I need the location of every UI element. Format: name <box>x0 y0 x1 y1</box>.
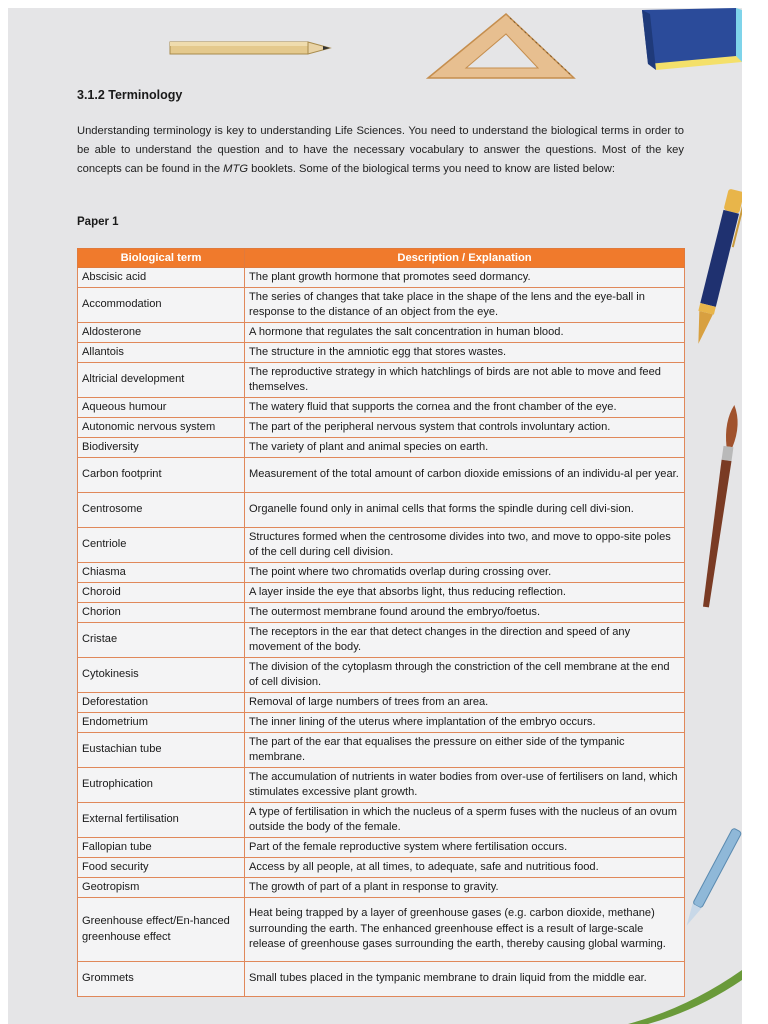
table-row <box>78 323 685 343</box>
pen-icon <box>692 184 742 354</box>
section-heading: 3.1.2 Terminology <box>77 88 183 102</box>
table-row <box>78 438 685 458</box>
term-cell: Choroid <box>78 583 245 603</box>
term-cell: Food security <box>78 858 245 878</box>
ballpoint-pen-icon <box>682 820 742 940</box>
table-row <box>78 583 685 603</box>
description-cell: The structure in the amniotic egg that stores wastes. <box>245 343 685 363</box>
description-cell: The reproductive strategy in which hatchlings of birds are not able to move and feed themselves. <box>245 363 685 398</box>
table-row <box>78 493 685 528</box>
pencil-icon <box>168 36 338 62</box>
term-cell: Allantois <box>78 343 245 363</box>
table-row <box>78 878 685 898</box>
term-cell: Abscisic acid <box>78 268 245 288</box>
table-row <box>78 838 685 858</box>
table-row <box>78 962 685 997</box>
term-cell: Cristae <box>78 623 245 658</box>
description-cell: Measurement of the total amount of carbon dioxide emissions of an individu-al per year. <box>245 458 685 493</box>
description-cell: The watery fluid that supports the cornea and the front chamber of the eye. <box>245 398 685 418</box>
term-cell: Eustachian tube <box>78 733 245 768</box>
table-row <box>78 898 685 962</box>
description-cell: The growth of part of a plant in response to gravity. <box>245 878 685 898</box>
description-cell: Organelle found only in animal cells that forms the spindle during cell divi-sion. <box>245 493 685 528</box>
table-row <box>78 343 685 363</box>
description-cell: Access by all people, at all times, to adequate, safe and nutritious food. <box>245 858 685 878</box>
description-cell: Small tubes placed in the tympanic membrane to drain liquid from the middle ear. <box>245 962 685 997</box>
brush-icon <box>698 402 742 612</box>
description-cell: A hormone that regulates the salt concentration in human blood. <box>245 323 685 343</box>
table-row <box>78 693 685 713</box>
intro-paragraph <box>77 122 684 180</box>
intro-emphasis: MTG <box>223 163 249 176</box>
term-cell: Aqueous humour <box>78 398 245 418</box>
intro-text-2: booklets. Some of the biological terms you need to know are listed below: <box>248 163 615 176</box>
table-row <box>78 418 685 438</box>
term-cell: Altricial development <box>78 363 245 398</box>
paper-label: Paper 1 <box>77 216 119 228</box>
term-cell: Centrosome <box>78 493 245 528</box>
table-header-row <box>78 249 685 268</box>
table-row <box>78 458 685 493</box>
description-cell: The part of the peripheral nervous system that controls involuntary action. <box>245 418 685 438</box>
description-cell: Heat being trapped by a layer of greenhouse gases (e.g. carbon dioxide, methane) surrounding the earth. The enhanced greenhouse effect is a result of large-scale release of greenhouse gases surrounding the earth, thereby causing global warming. <box>245 898 685 962</box>
term-cell: Carbon footprint <box>78 458 245 493</box>
term-cell: Aldosterone <box>78 323 245 343</box>
book-icon <box>636 8 742 74</box>
table-row <box>78 528 685 563</box>
term-cell: Greenhouse effect/En-hanced greenhouse effect <box>78 898 245 962</box>
description-cell: The accumulation of nutrients in water bodies from over-use of fertilisers on land, which stimulates excessive plant growth. <box>245 768 685 803</box>
description-cell: The part of the ear that equalises the pressure on either side of the tympanic membrane. <box>245 733 685 768</box>
term-cell: Chorion <box>78 603 245 623</box>
set-square-icon <box>426 12 576 82</box>
terminology-table <box>77 248 685 997</box>
table-row <box>78 733 685 768</box>
description-cell: Structures formed when the centrosome divides into two, and move to oppo-site poles of the cell during cell division. <box>245 528 685 563</box>
page <box>8 8 742 1024</box>
term-cell: Deforestation <box>78 693 245 713</box>
table-row <box>78 658 685 693</box>
term-cell: Centriole <box>78 528 245 563</box>
table-row <box>78 768 685 803</box>
description-cell: The series of changes that take place in the shape of the lens and the eye-ball in response to the distance of an object from the eye. <box>245 288 685 323</box>
description-cell: The receptors in the ear that detect changes in the direction and speed of any movement of the body. <box>245 623 685 658</box>
intro-text-1: Understanding terminology is key to understanding Life Sciences. You need to understand the biological terms in order to be able to understand the question and to have the necessary vocabulary to answer the questions. Most of the key concepts can be found in the <box>77 125 684 176</box>
term-cell: Fallopian tube <box>78 838 245 858</box>
term-cell: Cytokinesis <box>78 658 245 693</box>
table-row <box>78 858 685 878</box>
table-row <box>78 623 685 658</box>
description-cell: The point where two chromatids overlap during crossing over. <box>245 563 685 583</box>
table-row <box>78 268 685 288</box>
description-cell: A layer inside the eye that absorbs light, thus reducing reflection. <box>245 583 685 603</box>
term-cell: Autonomic nervous system <box>78 418 245 438</box>
description-cell: Part of the female reproductive system where fertilisation occurs. <box>245 838 685 858</box>
term-cell: Accommodation <box>78 288 245 323</box>
table-row <box>78 288 685 323</box>
table-row <box>78 713 685 733</box>
description-cell: The variety of plant and animal species on earth. <box>245 438 685 458</box>
table-row <box>78 603 685 623</box>
table-body <box>78 268 685 997</box>
table-row <box>78 563 685 583</box>
description-cell: The plant growth hormone that promotes seed dormancy. <box>245 268 685 288</box>
term-cell: External fertilisation <box>78 803 245 838</box>
term-cell: Endometrium <box>78 713 245 733</box>
term-cell: Eutrophication <box>78 768 245 803</box>
table-row <box>78 803 685 838</box>
header-term: Biological term <box>78 249 245 268</box>
term-cell: Grommets <box>78 962 245 997</box>
description-cell: The inner lining of the uterus where implantation of the embryo occurs. <box>245 713 685 733</box>
term-cell: Biodiversity <box>78 438 245 458</box>
table-row <box>78 398 685 418</box>
description-cell: The division of the cytoplasm through the constriction of the cell membrane at the end of cell division. <box>245 658 685 693</box>
header-description: Description / Explanation <box>245 249 685 268</box>
table-row <box>78 363 685 398</box>
term-cell: Chiasma <box>78 563 245 583</box>
description-cell: The outermost membrane found around the embryo/foetus. <box>245 603 685 623</box>
term-cell: Geotropism <box>78 878 245 898</box>
description-cell: Removal of large numbers of trees from an area. <box>245 693 685 713</box>
description-cell: A type of fertilisation in which the nucleus of a sperm fuses with the nucleus of an ovum outside the body of the female. <box>245 803 685 838</box>
